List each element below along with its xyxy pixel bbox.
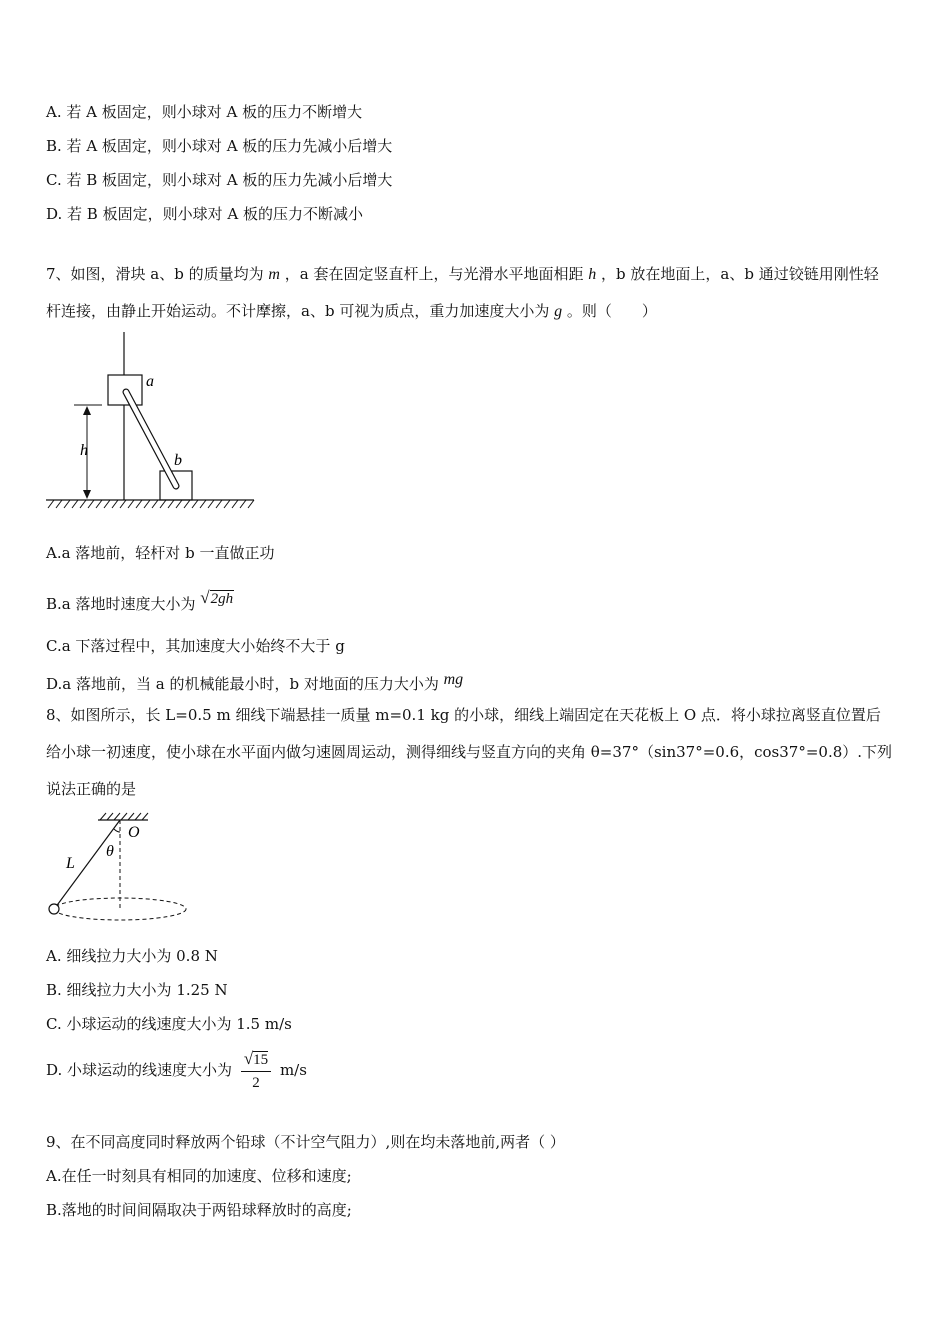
q7-sym-g: g (554, 303, 563, 320)
q8-option-d-unit: m/s (279, 1061, 307, 1079)
q7-stem-part4: 杆连接，由静止开始运动。不计摩擦，a、b 可视为质点，重力加速度大小为 (46, 302, 550, 320)
q8-option-b: B. 细线拉力大小为 1.25 N (46, 981, 228, 999)
q8-stem-line3: 说法正确的是 (46, 780, 137, 798)
q7-option-d (46, 670, 463, 694)
q7-option-d-expr: mg (443, 671, 464, 688)
q7-stem-line2 (46, 301, 657, 322)
q9-option-a: A.在任一时刻具有相同的加速度、位移和速度; (46, 1167, 352, 1185)
q7-sym-h: h (588, 266, 597, 283)
q6-option-b: B. 若 A 板固定，则小球对 A 板的压力先减小后增大 (46, 137, 393, 155)
q8-option-c: C. 小球运动的线速度大小为 1.5 m/s (46, 1015, 292, 1033)
q7-stem-part3: ，b 放在地面上，a、b 通过铰链用刚性轻 (601, 265, 879, 283)
q8-option-d-fraction: $\frac{√15}{2}$ (241, 1048, 271, 1094)
q7-label-a: a (146, 373, 154, 390)
q9-option-b: B.落地的时间间隔取决于两铅球释放时的高度; (46, 1201, 352, 1219)
q8-figure (44, 810, 194, 926)
q7-stem-part1: 7、如图，滑块 a、b 的质量均为 (46, 265, 264, 283)
q8-stem-line2: 给小球一初速度，使小球在水平面内做匀速圆周运动，测得细线与竖直方向的夹角 θ=37°（sin37°=0.6，cos37°=0.8）.下列 (46, 743, 893, 761)
q6-option-a: A. 若 A 板固定，则小球对 A 板的压力不断增大 (46, 103, 363, 121)
q7-label-h: h (80, 442, 88, 459)
q8-orbit (54, 898, 186, 920)
q7-sym-m: m (268, 266, 280, 283)
q6-option-c: C. 若 B 板固定，则小球对 A 板的压力先减小后增大 (46, 171, 393, 189)
q7-option-b-radicand: 2gh (210, 591, 234, 607)
q8-option-d-denominator: 2 (252, 1075, 260, 1091)
q8-label-o: O (128, 824, 140, 841)
q9-stem: 9、在不同高度同时释放两个铅球（不计空气阻力）,则在均未落地前,两者（ ） (46, 1133, 565, 1151)
q8-option-d-prefix: D. 小球运动的线速度大小为 (46, 1061, 233, 1079)
q7-option-a: A.a 落地前，轻杆对 b 一直做正功 (46, 544, 275, 562)
q8-option-d-numerator: 15 (253, 1052, 269, 1068)
q7-stem-part5: 。则（ ） (566, 302, 657, 320)
q7-ground-hatch (48, 500, 254, 508)
q7-option-b-sqrt: √2gh (200, 588, 234, 607)
q8-option-a: A. 细线拉力大小为 0.8 N (46, 947, 218, 965)
q7-stem-part2: ，a 套在固定竖直杆上，与光滑水平地面相距 (284, 265, 584, 283)
q7-option-b-text: B.a 落地时速度大小为 (46, 595, 196, 613)
q7-option-d-text: D.a 落地前，当 a 的机械能最小时，b 对地面的压力大小为 (46, 675, 439, 693)
q8-stem-line1: 8、如图所示，长 L=0.5 m 细线下端悬挂一质量 m=0.1 kg 的小球，细线上端固定在天花板上 O 点．将小球拉离竖直位置后 (46, 706, 881, 724)
q6-option-d: D. 若 B 板固定，则小球对 A 板的压力不断减小 (46, 205, 363, 223)
q8-ball (49, 904, 59, 914)
q8-string (55, 820, 120, 908)
q7-option-c: C.a 下落过程中，其加速度大小始终不大于 g (46, 637, 345, 655)
q8-angle-arc (114, 829, 120, 832)
q7-stem-line1 (46, 264, 879, 285)
q8-label-l: L (66, 855, 75, 872)
q8-label-theta: θ (106, 843, 114, 860)
q8-ceiling-hatch (100, 813, 148, 820)
q8-option-d (46, 1048, 307, 1094)
q7-option-b (46, 588, 234, 614)
q7-figure (44, 330, 258, 512)
q7-label-b: b (174, 452, 182, 469)
